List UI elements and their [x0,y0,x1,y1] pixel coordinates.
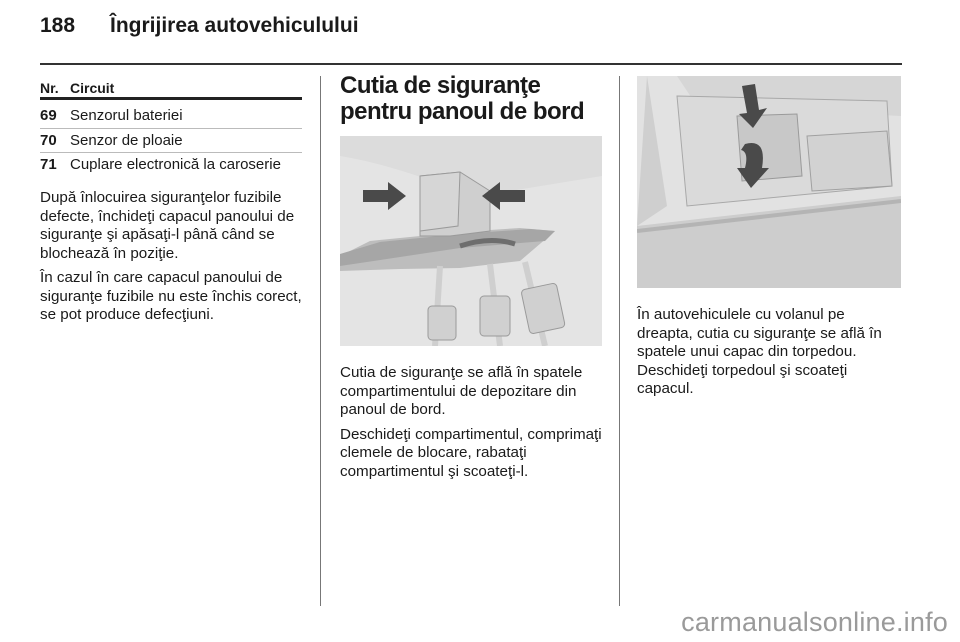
column-divider [619,76,620,606]
table-divider [40,152,302,153]
dashboard-storage-drawing [340,136,602,346]
col3-text [637,306,901,399]
paragraph: După înlocuirea siguranţelor fuzibile defecte, închideţi capacul panoului de siguranţe şi apăsaţi-l până când se blochează în poziţie. [40,189,295,262]
table-row [40,130,306,152]
col1-text [40,189,306,325]
fuse-circuit: Senzor de ploaie [70,132,183,149]
watermark: carmanualsonline.info [681,607,948,637]
col-nr-header: Nr. [40,80,59,96]
column-divider [320,76,321,606]
fuse-circuit: Cuplare electronică la caroserie [70,156,281,173]
col2-text [340,364,602,481]
header-rule [40,63,902,65]
glovebox-drawing [637,76,901,288]
paragraph: Deschideţi compartimentul, comprimaţi clemele de blocare, rabataţi compartimentul şi scoateţi-l. [340,425,602,480]
page-header [40,14,359,38]
paragraph: În autovehiculele cu volanul pe dreapta, cutia cu siguranţe se află în spatele unui capac din torpedou. Deschideţi torpedoul şi scoateţi capacul. [637,306,882,397]
paragraph: În cazul în care capacul panoului de siguranţe fuzibile nu este închis corect, se pot produce defecţiuni. [40,269,302,323]
paragraph: Cutia de siguranţe se află în spatele compartimentului de depozitare din panoul de bord. [340,364,583,418]
table-rule [40,97,302,100]
page-number: 188 [40,14,76,37]
section-title: Îngrijirea autovehiculului [110,14,359,37]
fuse-table-header [40,80,302,96]
glovebox-illustration [637,76,901,288]
fuse-circuit: Senzorul bateriei [70,107,183,124]
col-circuit-header: Circuit [70,80,115,96]
table-divider [40,128,302,129]
table-row [40,105,306,127]
section-heading: Cutia de siguranţe pentru panoul de bord [340,72,585,125]
fuse-number: 70 [40,132,57,149]
fuse-box-illustration [340,136,602,346]
fuse-number: 69 [40,107,57,124]
table-row [40,154,306,176]
fuse-number: 71 [40,156,57,173]
